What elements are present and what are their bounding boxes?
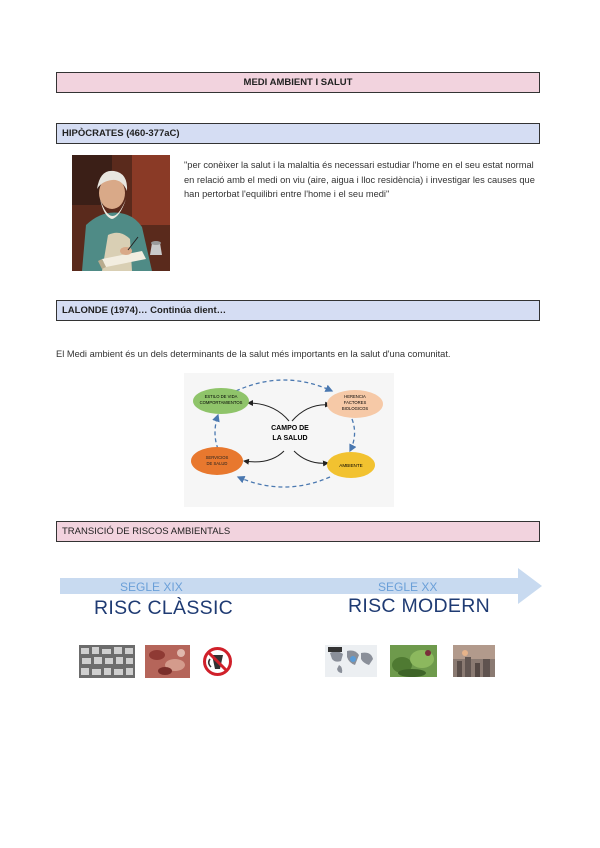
health-field-diagram: [184, 373, 394, 507]
page-title: MEDI AMBIENT I SALUT: [243, 77, 353, 88]
node-services-label-1: SERVICIOS: [205, 455, 229, 460]
no-drinking-sign: [201, 645, 234, 678]
left-era-label: SEGLE XIX: [120, 580, 183, 594]
hipocrates-quote: "per conèixer la salut i la malaltia és necessari estudiar l'home en el seu estat normal en relació amb el medi on viu (aire, aigua i lloc residència) i investigar les causes que han pertorbat l'equilibri entre l'home i el seu medi": [184, 160, 535, 199]
lalonde-heading: LALONDE (1974)… Continúa dient…: [62, 305, 227, 316]
center-label-1: CAMPO DE: [271, 425, 309, 432]
node-lifestyle-label-1: ESTILO DE VIDA: [204, 394, 238, 399]
node-lifestyle-label-2: COMPORTAMIENTOS: [199, 400, 243, 405]
node-environment-label: AMBIENTE: [339, 463, 363, 468]
node-biology-label-1: HERENCIA: [344, 394, 366, 399]
right-risk-label: RISC MODERN: [348, 595, 490, 617]
world-map-photo: [325, 645, 377, 677]
lalonde-heading-box: [56, 300, 540, 321]
node-services-label-2: DE SALUD: [206, 461, 228, 466]
page-title-box: [56, 72, 540, 93]
hipocrates-heading: HIPÒCRATES (460-377aC): [62, 128, 180, 139]
right-era-label: SEGLE XX: [378, 580, 438, 594]
node-biology-label-3: BIOLOGICOS: [341, 406, 369, 411]
lalonde-paragraph: El Medi ambient és un dels determinants de la salut més importants en la salut d'una comunitat.: [56, 349, 451, 359]
transicio-heading: TRANSICIÓ DE RISCOS AMBIENTALS: [62, 526, 231, 537]
nature-photo: [390, 645, 437, 677]
smog-photo: [453, 645, 495, 677]
slum-photo: [79, 645, 135, 678]
hipocrates-heading-box: [56, 123, 540, 144]
left-risk-label: RISC CLÀSSIC: [94, 597, 234, 619]
transicio-heading-box: [56, 521, 540, 542]
node-biology-label-2: FACTORES: [343, 400, 367, 405]
center-label-2: LA SALUD: [272, 435, 308, 442]
bacteria-photo: [145, 645, 190, 678]
hipocrates-portrait: [72, 155, 170, 271]
